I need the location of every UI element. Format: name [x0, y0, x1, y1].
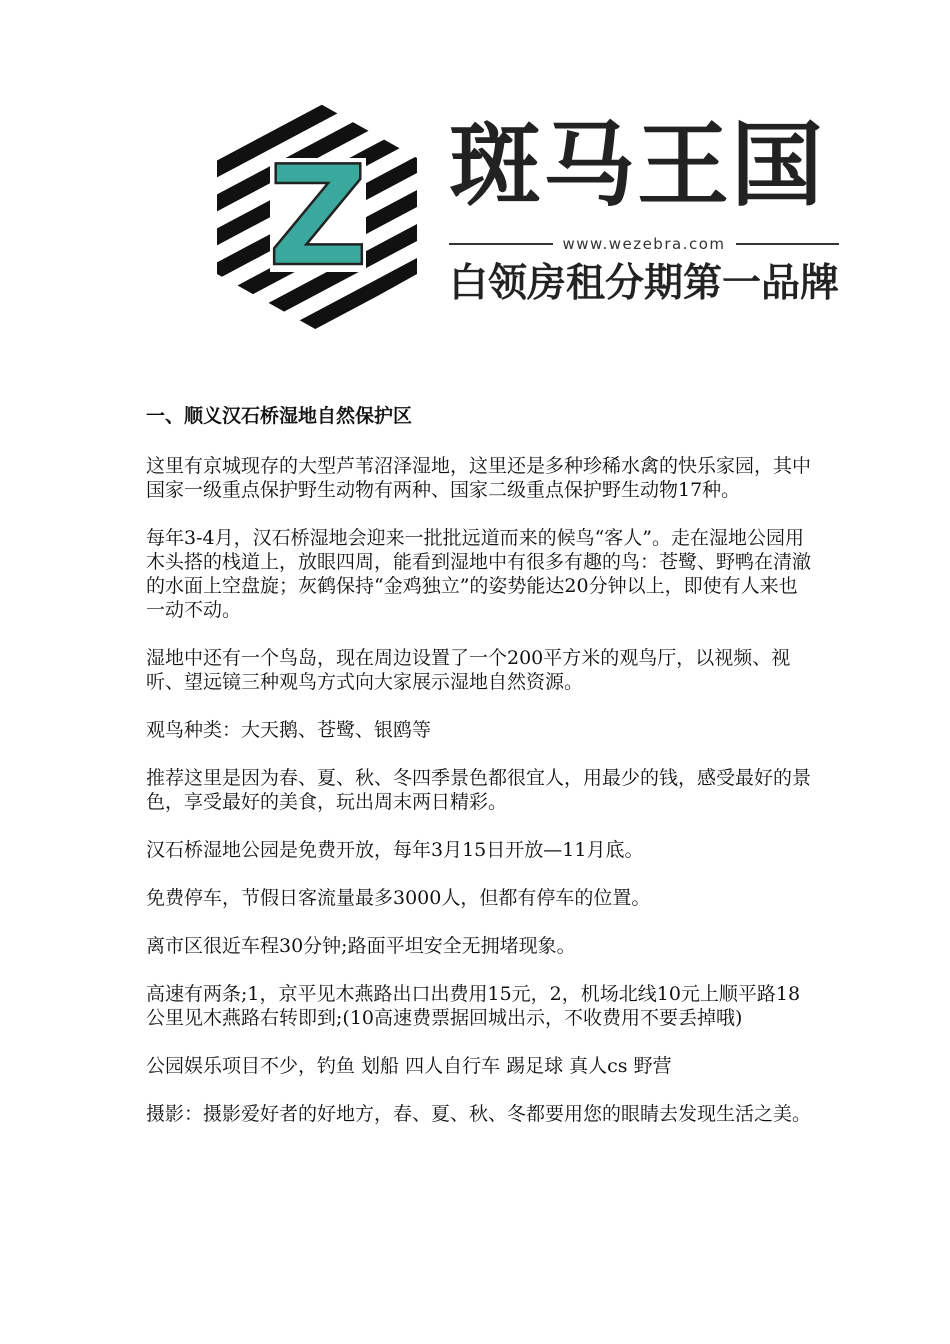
paragraph: 汉石桥湿地公园是免费开放，每年3月15日开放—11月底。	[146, 839, 644, 861]
paragraph: 摄影：摄影爱好者的好地方，春、夏、秋、冬都要用您的眼睛去发现生活之美。	[146, 1103, 812, 1125]
section-heading: 一、顺义汉石桥湿地自然保护区	[146, 405, 413, 427]
brand-url-row	[449, 233, 839, 255]
divider-right	[736, 243, 840, 245]
paragraph: 高速有两条;1，京平见木燕路出口出费用15元，2，机场北线10元上顺平路18公里见木燕路右转即到;(10高速费票据回城出示，不收费用不要丢掉哦)	[146, 983, 801, 1029]
paragraph: 每年3-4月，汉石桥湿地会迎来一批批远道而来的候鸟“客人”。走在湿地公园用木头搭的栈道上，放眼四周，能看到湿地中有很多有趣的鸟：苍鹭、野鸭在清澈的水面上空盘旋；灰鹤保持“金鸡独立”的姿势能达20分钟以上，即使有人来也一动不动。	[146, 527, 812, 621]
paragraph: 湿地中还有一个鸟岛，现在周边设置了一个200平方米的观鸟厅，以视频、视听、望远镜三种观鸟方式向大家展示湿地自然资源。	[146, 647, 791, 693]
paragraph: 观鸟种类：大天鹅、苍鹭、银鸥等	[146, 719, 432, 741]
paragraph: 推荐这里是因为春、夏、秋、冬四季景色都很宜人，用最少的钱，感受最好的景色，享受最好的美食，玩出周末两日精彩。	[146, 767, 812, 813]
striped-hexagon-z-icon	[212, 100, 422, 332]
divider-left	[449, 243, 553, 245]
logo-letter: Z	[267, 136, 369, 297]
brand-url: www.wezebra.com	[562, 235, 726, 253]
paragraph: 这里有京城现存的大型芦苇沼泽湿地，这里还是多种珍稀水禽的快乐家园，其中国家一级重点保护野生动物有两种、国家二级重点保护野生动物17种。	[146, 455, 812, 501]
brand-logo	[212, 100, 842, 332]
paragraph: 公园娱乐项目不少，钓鱼 划船 四人自行车 踢足球 真人cs 野营	[146, 1055, 672, 1077]
paragraph: 免费停车，节假日客流量最多3000人，但都有停车的位置。	[146, 887, 651, 909]
article	[146, 404, 812, 1150]
brand-name: 斑马王国	[449, 112, 826, 219]
brand-slogan: 白领房租分期第一品牌	[449, 261, 840, 306]
paragraph: 离市区很近车程30分钟;路面平坦安全无拥堵现象。	[146, 935, 576, 957]
